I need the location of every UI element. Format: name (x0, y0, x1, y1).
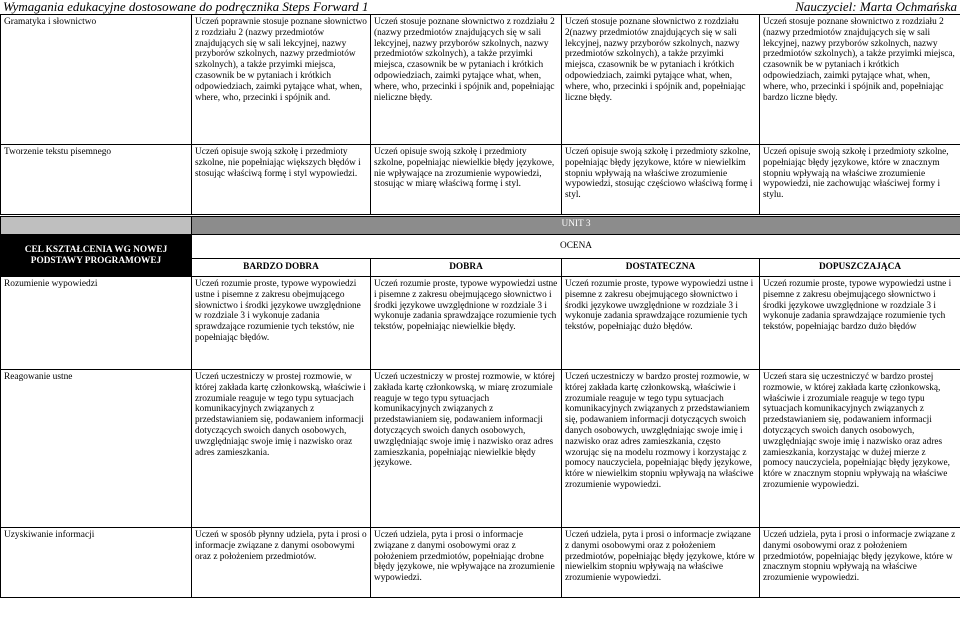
grade-dostateczna: DOSTATECZNA (562, 259, 760, 277)
page-header (0, 0, 960, 14)
requirement-cell: Uczeń opisuje swoją szkołę i przedmioty szkolne, popełniając niewielkie błędy językowe, nie wpływające na zrozumienie wypowiedzi, stosując w miarę właściwą formę i styl. (371, 145, 562, 215)
ocena-header: OCENA (192, 235, 960, 259)
grade-dobra: DOBRA (371, 259, 562, 277)
requirement-cell: Uczeń stosuje poznane słownictwo z rozdziału 2 (nazwy przedmiotów znajdujących się w sali lekcyjnej, nazwy przyborów szkolnych, nazwy przedmiotów szkolnych), a także przyimki miejsca, czasownik be w pytaniach i krótkich odpowiedziach, zaimki pytające what, when, where, who, przecinki i spójnik and, popełniając nieliczne błędy. (371, 15, 562, 145)
requirement-cell: Uczeń rozumie proste, typowe wypowiedzi ustne i pisemne z zakresu obejmującego słownictwo i środki językowe uwzględnione w rozdziale 3 i wykonuje zadania sprawdzające rozumienie tych tekstów, popełniając dużo błędów. (562, 277, 760, 370)
requirement-cell: Uczeń stosuje poznane słownictwo z rozdziału 2 (nazwy przedmiotów znajdujących się w sali lekcyjnej, nazwy przyborów szkolnych, nazwy przedmiotów szkolnych), a także przyimki miejsca, czasownik be w pytaniach i krótkich odpowiedziach, zaimki pytające what, when, where, who, przecinki i spójnik and, popełniając bardzo liczne błędy. (760, 15, 960, 145)
band-spacer (1, 217, 192, 235)
ocena-row (1, 235, 960, 259)
requirement-cell: Uczeń rozumie proste, typowe wypowiedzi ustne i pisemne z zakresu obejmującego słownictwo i środki językowe uwzględnione w rozdziale 3 i wykonuje zadania sprawdzające rozumienie tych tekstów, popełniając niewielkie błędy. (371, 277, 562, 370)
cel-ksztalcenia-header: CEL KSZTAŁCENIA WG NOWEJ PODSTAWY PROGRAMOWEJ (1, 235, 192, 277)
row-label: Gramatyka i słownictwo (1, 15, 192, 145)
requirement-cell: Uczeń poprawnie stosuje poznane słownictwo z rozdziału 2 (nazwy przedmiotów znajdujących się w sali lekcyjnej, nazwy przyborów szkolnych, nazwy przedmiotów szkolnych), a także przyimki miejsca, czasownik be w pytaniach i krótkich odpowiedziach, zaimki pytające what, when, where, who, przecinki i spójnik and. (192, 15, 371, 145)
grade-bardzo-dobra: BARDZO DOBRA (192, 259, 371, 277)
requirement-cell: Uczeń uczestniczy w bardzo prostej rozmowie, w której zakłada kartę członkowską, właściwie i zrozumiale reaguje w tego typu sytuacjach komunikacyjnych związanych z przedstawianiem się, podawaniem informacji dotyczących swoich danych osobowych, uwzględniając swoje imię i nazwisko oraz adres zamieszkania, często wzorując się na modelu rozmowy i korzystając z pomocy nauczyciela, popełniając błędy językowe, które w niewielkim stopniu wpływają na właściwe zrozumienie wypowiedzi. (562, 370, 760, 528)
table-row (1, 370, 960, 528)
table-row (1, 528, 960, 598)
requirement-cell: Uczeń rozumie proste, typowe wypowiedzi ustne i pisemne z zakresu obejmującego słownictwo i środki językowe uwzględnione w rozdziale 3 i wykonuje zadania sprawdzające rozumienie tych tekstów, popełniając bardzo dużo błędów (760, 277, 960, 370)
table-row (1, 277, 960, 370)
requirement-cell: Uczeń w sposób płynny udziela, pyta i prosi o informacje związane z danymi osobowymi oraz z położeniem przedmiotów. (192, 528, 371, 598)
requirement-cell: Uczeń udziela, pyta i prosi o informacje związane z danymi osobowymi oraz z położeniem przedmiotów, popełniając błędy językowe, które w znacznym stopniu wpływają na właściwe zrozumienie wypowiedzi. (760, 528, 960, 598)
row-label: Uzyskiwanie informacji (1, 528, 192, 598)
unit-band-row (1, 217, 960, 235)
requirement-cell: Uczeń uczestniczy w prostej rozmowie, w której zakłada kartę członkowską, właściwie i zrozumiale reaguje w tego typu sytuacjach komunikacyjnych związanych z przedstawianiem się, podawaniem informacji dotyczących swoich danych osobowych, uwzględniając swoje imię i nazwisko oraz adres zamieszkania. (192, 370, 371, 528)
requirement-cell: Uczeń opisuje swoją szkołę i przedmioty szkolne, popełniając błędy językowe, które w znacznym stopniu wpływają na właściwe zrozumienie wypowiedzi, nie zachowując właściwej formy i stylu. (760, 145, 960, 215)
table-row (1, 145, 960, 215)
unit3-requirements-table (0, 216, 960, 598)
requirement-cell: Uczeń udziela, pyta i prosi o informacje związane z danymi osobowymi oraz z położeniem przedmiotów, popełniając drobne błędy językowe, nie wpływające na zrozumienie wypowiedzi. (371, 528, 562, 598)
grade-dopuszczajaca: DOPUSZCZAJĄCA (760, 259, 960, 277)
requirement-cell: Uczeń uczestniczy w prostej rozmowie, w której zakłada kartę członkowską, w miarę zrozumiale reaguje w tego typu sytuacjach komunikacyjnych związanych z przedstawianiem się, podawaniem informacji dotyczących swoich danych osobowych, uwzględniając swoje imię i nazwisko oraz adres zamieszkania, popełniając niewielkie błędy językowe. (371, 370, 562, 528)
row-label: Tworzenie tekstu pisemnego (1, 145, 192, 215)
teacher-name: Nauczyciel: Marta Ochmańska (795, 0, 957, 14)
requirement-cell: Uczeń opisuje swoją szkołę i przedmioty szkolne, popełniając błędy językowe, które w niewielkim stopniu wpływają na właściwe zrozumienie wypowiedzi, stosując częściowo właściwą formę i styl. (562, 145, 760, 215)
requirement-cell: Uczeń opisuje swoją szkołę i przedmioty szkolne, nie popełniając większych błędów i stosując właściwą formę i styl wypowiedzi. (192, 145, 371, 215)
document-title: Wymagania edukacyjne dostosowane do podręcznika Steps Forward 1 (3, 0, 369, 14)
requirement-cell: Uczeń stara się uczestniczyć w bardzo prostej rozmowie, w której zakłada kartę członkowską, właściwie i zrozumiale reaguje w tego typu sytuacjach komunikacyjnych związanych z przedstawianiem się, podawaniem informacji dotyczących swoich danych osobowych, uwzględniając swoje imię i nazwisko oraz adres zamieszkania, korzystając w dużej mierze z pomocy nauczyciela, popełniając błędy językowe, które w znacznym stopniu wpływają na właściwe zrozumienie wypowiedzi. (760, 370, 960, 528)
row-label: Rozumienie wypowiedzi (1, 277, 192, 370)
requirement-cell: Uczeń stosuje poznane słownictwo z rozdziału 2(nazwy przedmiotów znajdujących się w sali lekcyjnej, nazwy przyborów szkolnych, nazwy przedmiotów szkolnych), a także przyimki miejsca, czasownik be w pytaniach i krótkich odpowiedziach, zaimki pytające what, when, where, who, przecinki i spójnik and, popełniając liczne błędy. (562, 15, 760, 145)
unit-title: UNIT 3 (192, 217, 960, 235)
requirement-cell: Uczeń udziela, pyta i prosi o informacje związane z danymi osobowymi oraz z położeniem przedmiotów, popełniając błędy językowe, które w niewielkim stopniu wpływają na właściwe zrozumienie wypowiedzi. (562, 528, 760, 598)
top-requirements-table (0, 14, 960, 215)
requirement-cell: Uczeń rozumie proste, typowe wypowiedzi ustne i pisemne z zakresu obejmującego słownictwo i środki językowe uwzględnione w rozdziale 3 i wykonuje zadania sprawdzające rozumienie tych tekstów, nie popełniając błędów. (192, 277, 371, 370)
row-label: Reagowanie ustne (1, 370, 192, 528)
table-row (1, 15, 960, 145)
